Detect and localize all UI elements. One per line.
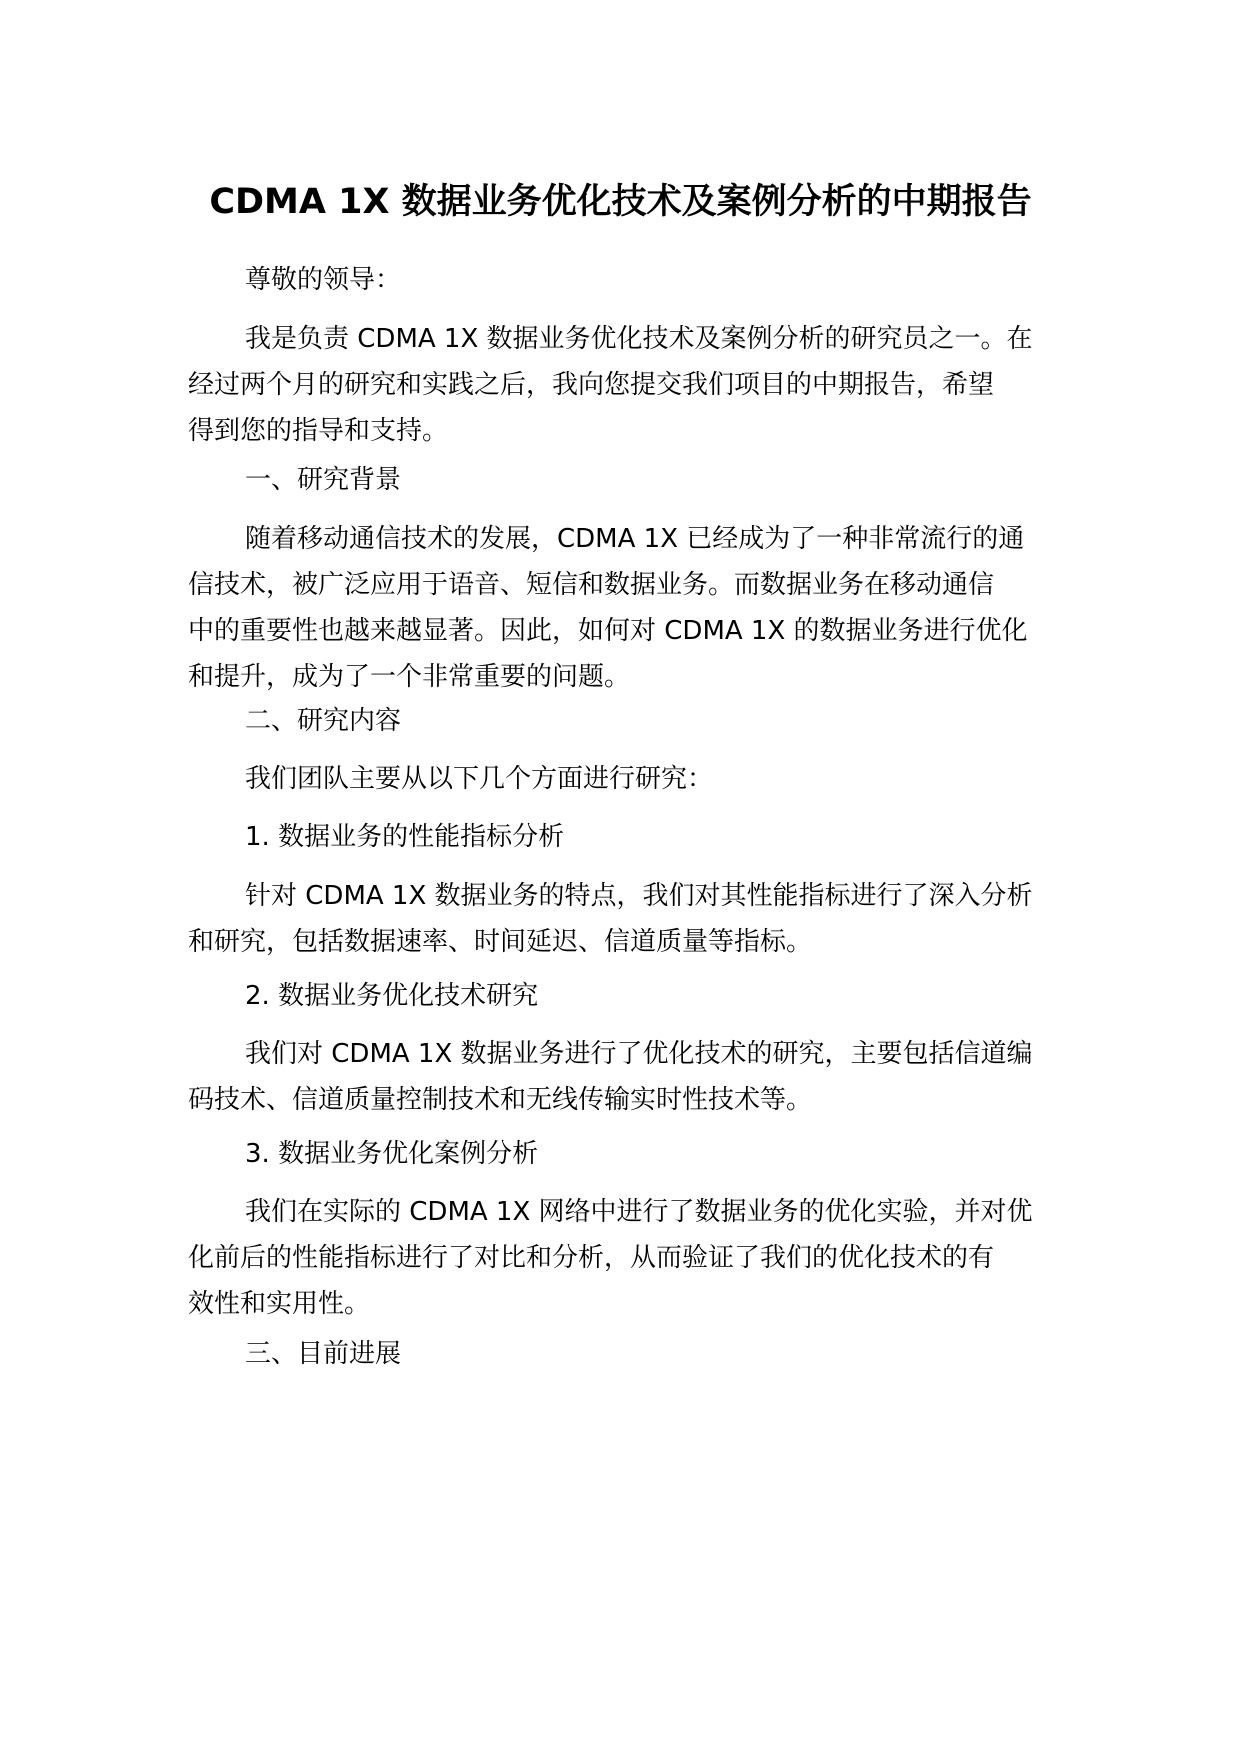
background-paragraph — [188, 516, 1050, 700]
text-line: 经过两个月的研究和实践之后，我向您提交我们项目的中期报告，希望 — [188, 370, 995, 400]
text-line: 1. 数据业务的性能指标分析 — [245, 822, 565, 852]
text-line: 信技术，被广泛应用于语音、短信和数据业务。而数据业务在移动通信 — [188, 570, 995, 600]
text-line: 我们在实际的 CDMA 1X 网络中进行了数据业务的优化实验，并对优 — [245, 1197, 1033, 1227]
text-line: 一、研究背景 — [245, 465, 402, 495]
section-heading-content — [188, 698, 1050, 744]
text-line: 尊敬的领导： — [245, 265, 402, 295]
content-intro-paragraph — [188, 756, 1050, 802]
greeting-paragraph — [188, 257, 1050, 303]
text-line: 二、研究内容 — [245, 706, 402, 736]
text-line: 我是负责 CDMA 1X 数据业务优化技术及案例分析的研究员之一。在 — [245, 324, 1033, 354]
subsection-3-paragraph — [188, 1189, 1050, 1327]
subsection-1-paragraph — [188, 873, 1050, 965]
text-line: 和研究，包括数据速率、时间延迟、信道质量等指标。 — [188, 927, 813, 957]
text-line: 我们团队主要从以下几个方面进行研究： — [245, 764, 714, 794]
text-line: 得到您的指导和支持。 — [188, 416, 449, 446]
text-line: 化前后的性能指标进行了对比和分析，从而验证了我们的优化技术的有 — [188, 1243, 995, 1273]
text-line: 2. 数据业务优化技术研究 — [245, 981, 539, 1011]
text-line: 效性和实用性。 — [188, 1289, 371, 1319]
text-line: 3. 数据业务优化案例分析 — [245, 1139, 539, 1169]
text-line: 随着移动通信技术的发展，CDMA 1X 已经成为了一种非常流行的通 — [245, 524, 1025, 554]
text-line: 和提升，成为了一个非常重要的问题。 — [188, 662, 631, 692]
intro-paragraph — [188, 316, 1050, 454]
text-line: 三、目前进展 — [245, 1339, 402, 1369]
subheading-3 — [188, 1131, 1050, 1177]
document-title: CDMA 1X 数据业务优化技术及案例分析的中期报告 — [209, 182, 1032, 222]
text-line: 码技术、信道质量控制技术和无线传输实时性技术等。 — [188, 1085, 813, 1115]
section-heading-progress — [188, 1331, 1050, 1377]
text-line: 针对 CDMA 1X 数据业务的特点，我们对其性能指标进行了深入分析 — [245, 881, 1033, 911]
subsection-2-paragraph — [188, 1031, 1050, 1123]
text-line: 中的重要性也越来越显著。因此，如何对 CDMA 1X 的数据业务进行优化 — [188, 616, 1028, 646]
subheading-2 — [188, 973, 1050, 1019]
section-heading-background — [188, 457, 1050, 503]
subheading-1 — [188, 814, 1050, 860]
text-line: 我们对 CDMA 1X 数据业务进行了优化技术的研究，主要包括信道编 — [245, 1039, 1033, 1069]
